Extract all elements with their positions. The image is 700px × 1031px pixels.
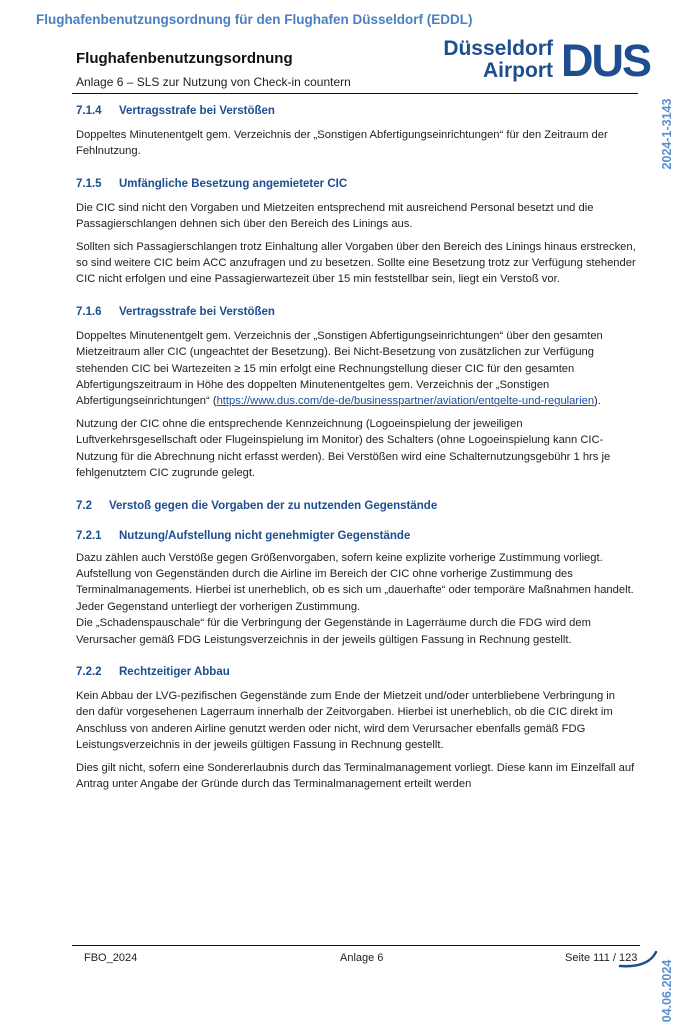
footer-annex: Anlage 6	[340, 952, 384, 964]
logo-wordmark	[443, 38, 553, 82]
section-7-2	[76, 500, 636, 512]
section-number: 7.2.2	[76, 665, 102, 678]
section-7-2-2	[76, 666, 636, 792]
footer-document-code: FBO_2024	[84, 952, 138, 964]
paragraph: Dies gilt nicht, sofern eine Sondererlaubnis durch das Terminalmanagement vorliegt. Diese kann im Einzelfall auf Antrag unter Angabe der Gründe durch das Terminalmanagement erteilt werden	[76, 761, 635, 790]
footer-page-number: Seite 111 / 123	[565, 952, 638, 964]
section-7-1-5	[76, 178, 636, 288]
paragraph: Doppeltes Minutenentgelt gem. Verzeichnis der „Sonstigen Abfertigungseinrichtungen“ für den Zeitraum der Fehlnutzung.	[76, 129, 608, 158]
side-date-text: 04.06.2024	[660, 959, 674, 1023]
paragraph-text: Doppeltes Minutenentgelt gem. Verzeichnis der „Sonstigen Abfertigungseinrichtungen“ über den gesamten Mietzeitraum aller CIC (ungeachtet der Besetzung). Bei Nicht-Besetzung von zusätzlichen zur Verfügung stehenden CIC bei Wartezeiten ≥ 15 min erfolgt eine Rechnungstellung dieser CIC für den gesamten Abfertigungszeitraum in Höhe des doppelten Minutenentgeltes gem. Verzeichnis der „Sonstigen Abfertigungseinrichtungen“ (	[76, 329, 603, 408]
page-curl-mark	[618, 944, 664, 970]
document-banner: Flughafenbenutzungsordnung für den Flughafen Düsseldorf (EDDL)	[36, 12, 473, 27]
side-document-id	[660, 28, 684, 170]
section-title: Vertragsstrafe bei Verstößen	[119, 305, 275, 318]
section-heading	[76, 666, 636, 678]
section-title: Nutzung/Aufstellung nicht genehmigter Gegenstände	[119, 529, 411, 542]
page-subtitle: Anlage 6 – SLS zur Nutzung von Check-in countern	[76, 75, 351, 89]
paragraph: Kein Abbau der LVG-pezifischen Gegenstände zum Ende der Mietzeit und/oder unterbliebene Verbringung in den dafür vorgesehenen Lagerraum innerhalb der Zeitvorgaben. Hierbei ist unerheblich, ob die CIC direkt im Anschluss von anderen Airline genutzt werden oder nicht, wird dem Verursacher ebenfalls gemäß FDG Leistungsverzeichnis in der jeweils gültigen Fassung in Rechnung gestellt.	[76, 689, 616, 752]
footer-divider	[72, 945, 640, 946]
logo-line-1: Düsseldorf	[443, 37, 553, 60]
section-number: 7.2.1	[76, 529, 102, 542]
side-document-id-text: 2024-1-3143	[660, 98, 674, 170]
section-title: Verstoß gegen die Vorgaben der zu nutzenden Gegenstände	[109, 499, 438, 512]
section-title: Rechtzeitiger Abbau	[119, 665, 230, 678]
section-heading	[76, 500, 636, 512]
section-heading	[76, 105, 636, 117]
section-number: 7.1.4	[76, 105, 102, 117]
paragraph: Sollten sich Passagierschlangen trotz Einhaltung aller Vorgaben über den Bereich des Linings hinaus erstrecken, so sind weitere CIC beim ACC anzufragen und zu besetzen. Sollte eine Besetzung trotz zur Verfügung stehender CIC nicht erfolgen und eine Passagierwartezeit über 15 min feststellbar sein, liegt ein Verstoß vor.	[76, 240, 636, 286]
section-7-1-6	[76, 306, 636, 482]
section-title: Vertragsstrafe bei Verstößen	[119, 105, 275, 117]
section-heading	[76, 178, 636, 190]
logo-line-2: Airport	[483, 59, 553, 82]
header-divider	[72, 93, 638, 94]
section-7-1-4	[76, 105, 636, 160]
section-7-2-1	[76, 530, 636, 648]
document-body	[76, 99, 636, 792]
section-number: 7.1.6	[76, 305, 102, 318]
paragraph: Nutzung der CIC ohne die entsprechende Kennzeichnung (Logoeinspielung der jeweiligen Luftverkehrsgesellschaft oder Flugeinspielung im Monitor) des Schalters (ohne Logoeinspielung kann CIC-Nutzung für die Abrechnung nicht erfasst werden). Bei Verstößen wird eine Schalternutzungsgebühr 1 hrs je fehlgenutztem CIC zugrunde gelegt.	[76, 417, 611, 480]
paragraph: Die CIC sind nicht den Vorgaben und Mietzeiten entsprechend mit ausreichend Personal besetzt und die Passagierschlangen dehnen sich über den Bereich des Linings aus.	[76, 201, 594, 231]
section-number: 7.1.5	[76, 177, 102, 190]
fee-regulations-link[interactable]: https://www.dus.com/de-de/businesspartner/aviation/entgelte-und-regularien	[216, 395, 595, 408]
section-number: 7.2	[76, 499, 92, 512]
page-title: Flughafenbenutzungsordnung	[76, 50, 293, 67]
paragraph-text-end: ).	[594, 395, 601, 408]
paragraph: Dazu zählen auch Verstöße gegen Größenvorgaben, sofern keine explizite vorherige Zustimmung vorliegt. Aufstellung von Gegenständen durch die Airline im Bereich der CIC ohne vorherige Zustimmung des Terminalmanagements. Hierbei ist unerheblich, ob es sich um „dauerhafte“ oder temporäre Maßnahmen handelt. Jeder Gegenstand unterliegt der vorherigen Zustimmung.	[76, 551, 634, 613]
airport-logo	[443, 35, 650, 86]
section-heading	[76, 306, 636, 318]
section-title: Umfängliche Besetzung angemieteter CIC	[119, 177, 348, 190]
section-heading	[76, 530, 636, 542]
paragraph: Die „Schadenspauschale“ für die Verbringung der Gegenstände in Lagerräume durch die FDG wird dem Verursacher gemäß FDG Leistungsverzeichnis in der jeweils gültigen Fassung in Rechnung gestellt.	[76, 617, 591, 646]
logo-dus-mark: DUS	[560, 35, 650, 86]
paragraph-with-link	[76, 328, 636, 410]
